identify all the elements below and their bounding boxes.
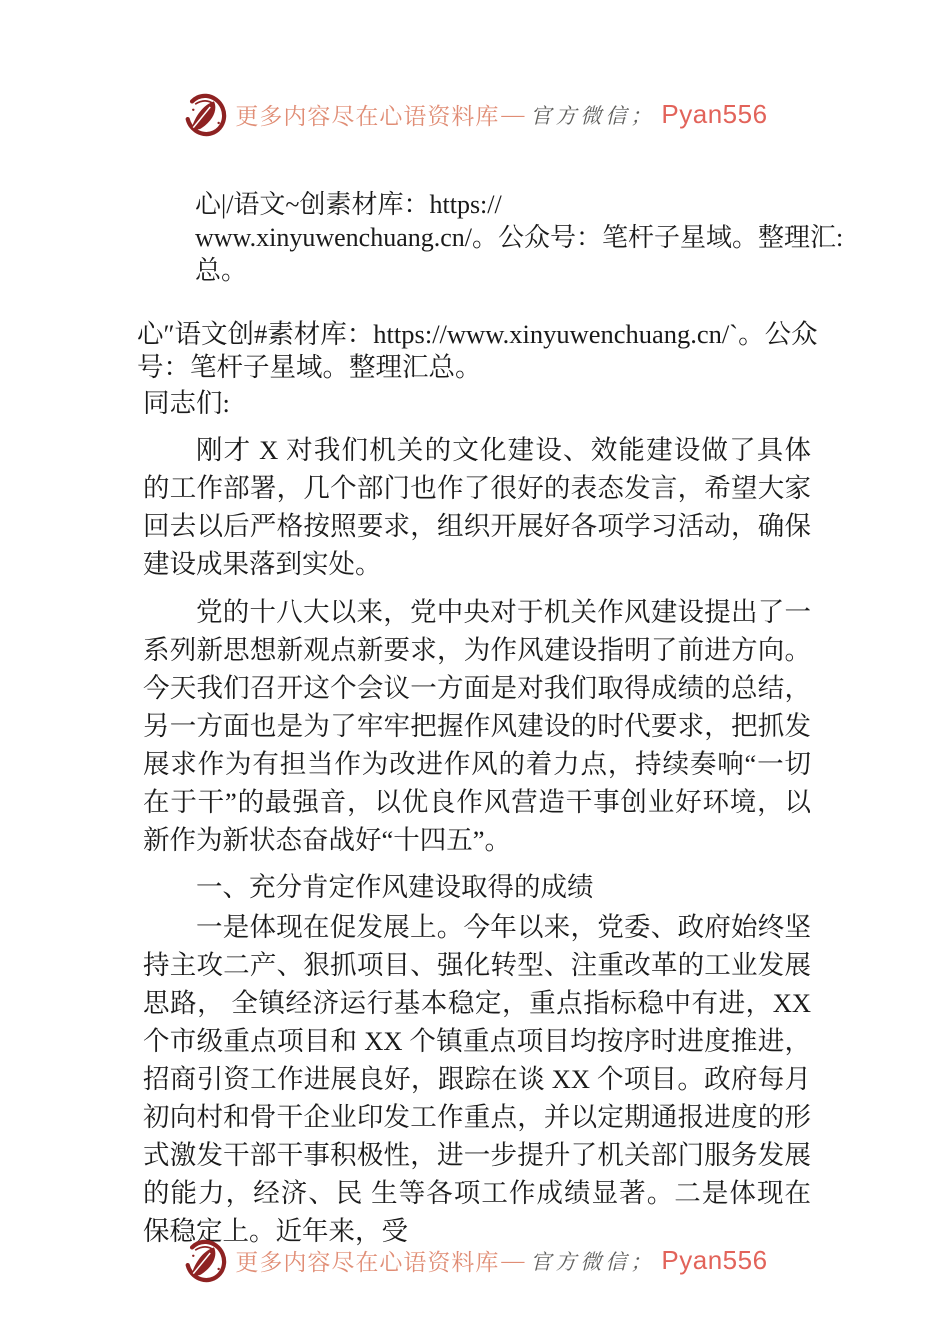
source-note-primary bbox=[195, 188, 844, 287]
paragraph-opening: 刚才 X 对我们机关的文化建设、效能建设做了具体的工作部署，几个部门也作了很好的表态发言，希望大家回去以后严格按照要求，组织开展好各项学习活动，确保建设成果落到实处。 bbox=[143, 435, 811, 579]
source-note-line: 总。 bbox=[195, 256, 248, 285]
pen-nib-swirl-logo-icon bbox=[182, 90, 229, 139]
watermark-wechat-id: Pyan556 bbox=[661, 1245, 768, 1275]
header-watermark bbox=[0, 90, 950, 139]
watermark-wechat-label: 官方微信； bbox=[530, 1249, 656, 1274]
document-content bbox=[137, 188, 844, 1250]
source-note-line: 号：笔杆子星域。整理汇总。 bbox=[137, 352, 482, 382]
salutation: 同志们: bbox=[143, 388, 230, 418]
watermark-separator: — bbox=[501, 101, 525, 127]
watermark-wechat-label: 官方微信； bbox=[530, 103, 656, 128]
source-note-line: 心|/语文~创素材库：https:// bbox=[195, 190, 502, 219]
section-heading: 一、充分肯定作风建设取得的成绩 bbox=[196, 872, 594, 902]
source-note-line: www.xinyuwenchuang.cn/。公众号：笔杆子星域。整理汇: bbox=[195, 223, 844, 252]
pen-nib-swirl-logo-icon bbox=[182, 1236, 229, 1285]
watermark-main-text: 更多内容尽在心语资料库 bbox=[235, 1250, 500, 1275]
watermark-separator: — bbox=[501, 1247, 525, 1273]
source-note-secondary bbox=[137, 318, 818, 384]
paragraph-background: 党的十八大以来，党中央对于机关作风建设提出了一系列新思想新观点新要求，为作风建设指明了前进方向。今天我们召开这个会议一方面是对我们取得成绩的总结，另一方面也是为了牢牢把握作风建设的时代要求，把抓发展求作为有担当作为改进作风的着力点，持续奏响“一切在于干”的最强音，以优良作风营造干事创业好环境，以新作为新状态奋战好“十四五”。 bbox=[143, 597, 811, 855]
footer-watermark bbox=[0, 1236, 950, 1285]
watermark-wechat-id: Pyan556 bbox=[661, 99, 768, 129]
source-note-line: 心″语文创#素材库：https://www.xinyuwenchuang.cn/`。公众 bbox=[137, 319, 818, 349]
paragraph-achievements: 一是体现在促发展上。今年以来，党委、政府始终坚持主攻二产、狠抓项目、强化转型、注重改革的工业发展思路， 全镇经济运行基本稳定，重点指标稳中有进，XX 个市级重点项目和 XX 个镇重点项目均按序时进度推进，招商引资工作进展良好，跟踪在谈 XX 个项目。政府每月初向村和骨干企业印发工作重点，并以定期通报进度的形式激发干部干事积极性，进一步提升了机关部门服务发展的能力，经济、民 生等各项工作成绩显著。二是体现在保稳定上。近年来，受 bbox=[143, 912, 811, 1246]
watermark-main-text: 更多内容尽在心语资料库 bbox=[235, 104, 500, 129]
